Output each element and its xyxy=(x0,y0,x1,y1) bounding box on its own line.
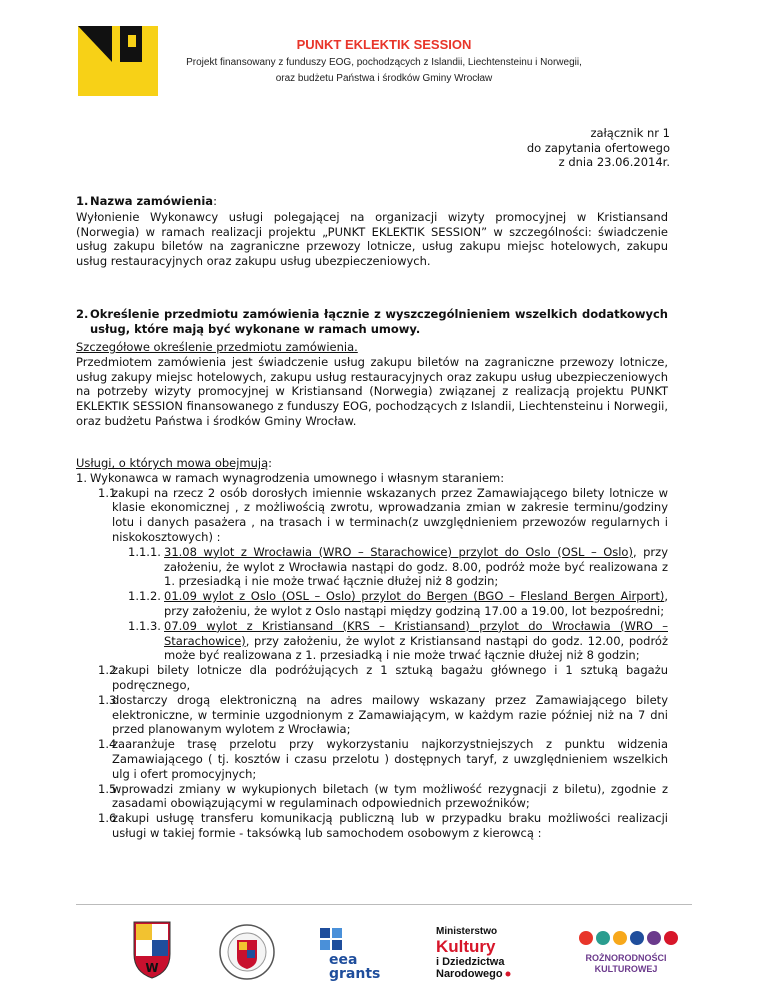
section-2 xyxy=(76,307,668,337)
grants-text: grants xyxy=(329,966,381,982)
flight-2-number: 1.1.2. xyxy=(128,589,161,604)
services-heading: Usługi, o których mowa obejmują xyxy=(76,456,269,470)
promo-line-2: KULTUROWEJ xyxy=(594,964,658,974)
project-title: PUNKT EKLEKTIK SESSION xyxy=(296,37,472,52)
section-1-heading: Nazwa zamówienia xyxy=(90,194,214,208)
item-1-3-text: dostarczy drogą elektroniczną na adres mailowy wskazany przez Zamawiającego bilety elektroniczne, w terminie uzgodnionym z Zamawiającym, w każdym razie później niż na 7 dni przed planowanym wylotem z Wrocławia; xyxy=(112,692,668,737)
flight-3-details: , przy założeniu, że wylot z Kristiansand nastąpi do godz. 12.00, podróż może być realizowana z 1. przesiadką i nie może trwać łącznie dłużej niż 8 godzin; xyxy=(164,633,668,663)
list-item xyxy=(128,545,668,589)
funding-line-1: Projekt finansowany z funduszy EOG, pochodzących z Islandii, Liechtensteinu i Norwegii, xyxy=(186,57,582,68)
eea-grants-logo xyxy=(320,928,380,982)
item-1-3-number: 1.3 xyxy=(98,692,117,707)
ministry-of-culture-logo xyxy=(436,926,511,980)
cultural-diversity-logo xyxy=(579,931,678,974)
section-1-number: 1. xyxy=(76,194,89,208)
ministry-line-2: Kultury xyxy=(436,937,496,956)
promo-line-1: ROŻNORODNOŚCI xyxy=(585,953,667,963)
services-colon: : xyxy=(268,456,273,470)
flight-3-route: 07.09 wylot z Kristiansand (KRS – Kristiansand) przylot do Wrocławia (WRO – Starachowice) xyxy=(164,618,668,648)
section-2-number: 2. xyxy=(76,307,89,321)
item-1-6-text: zakupi usługę transferu komunikacją publiczną lub w przypadku braku możliwości realizacji usługi w takiej formie - taksówką lub samochodem osobowym z kierowcą : xyxy=(112,811,668,840)
svg-text:W: W xyxy=(145,961,159,975)
item-1-2-text: zakupi bilety lotnicze dla podróżujących z 1 sztuką bagażu głównego i 1 sztuką bagażu podręcznego, xyxy=(112,663,668,692)
list-item xyxy=(128,619,668,663)
ministry-line-1: Ministerstwo xyxy=(436,926,498,937)
item-1-5-number: 1.5 xyxy=(98,781,117,796)
list-item xyxy=(98,693,668,737)
round-seal-logo xyxy=(220,925,274,979)
flight-1-route: 31.08 wylot z Wrocławia (WRO – Starachowice) przylot do Oslo (OSL – Oslo) xyxy=(164,544,633,559)
ministry-line-4: Narodowego xyxy=(436,968,503,980)
item-1-number: 1. xyxy=(76,470,87,485)
flight-2-details: , przy założeniu, że wylot z Oslo nastąpi między godziną 17.00 a 19.00, lot bezpośredni; xyxy=(164,589,668,618)
section-1-colon: : xyxy=(213,194,217,208)
ministry-line-3: i Dziedzictwa xyxy=(436,956,505,968)
section-1-body: Wyłonienie Wykonawcy usługi polegającej na organizacji wizyty promocyjnej w Kristiansand (Norwegia) w ramach realizacji projektu „PUNKT EKLEKTIK SESSION” w szczególności: świadczenie usług zakupu biletów na zagraniczne przewozy lotnicze, usług zakupu miejsc hotelowych, zakupu usług restauracyjnych oraz zakupu usług ubezpieczeniowych. xyxy=(76,209,668,269)
list-item xyxy=(98,486,668,545)
item-1-2-number: 1.2 xyxy=(98,663,117,678)
annex-line-3: z dnia 23.06.2014r. xyxy=(558,155,670,169)
footer-logos xyxy=(0,914,768,984)
list-item xyxy=(98,811,668,841)
eea-text: eea xyxy=(329,952,358,968)
list-item xyxy=(98,737,668,781)
sub-body: Przedmiotem zamówienia jest świadczenie usług zakupu biletów na zagraniczne przewozy lotnicze, usług zakupy miejsc hotelowych, zakupu usług restauracyjnych oraz zakupu usług ubezpieczeniowych na potrzeby wizyty promocyjnej w Kristiansand (Norwegia) związanej z realizacją projektu PUNKT EKLEKTIK SESSION finansowanego z funduszy EOG, pochodzących z Islandii, Liechtensteinu i Norwegii, oraz budżetu Państwa i środków Gminy Wrocław. xyxy=(76,354,668,428)
item-1-1-text: zakupi na rzecz 2 osób dorosłych imiennie wskazanych przez Zamawiającego bilety lotnicze w klasie ekonomicznej , z możliwością zwrotu, wprowadzania zmian w zakresie terminu/godziny lotu i danych pasażera , na trasach i w terminach(z uwzględnieniem przewozów regularnych i niskokosztowych) : xyxy=(112,485,668,544)
footer-divider xyxy=(76,904,692,905)
detailed-description xyxy=(76,340,668,429)
flight-1-details: , przy założeniu, że wylot z Wrocławia nastąpi do godz. 8.00, podróż może być realizowana z 1. przesiadką i nie może trwać łącznie dłużej niż 8 godzin; xyxy=(164,544,668,589)
annex-line-1: załącznik nr 1 xyxy=(590,126,670,140)
funding-line-2: oraz budżetu Państwa i środków Gminy Wrocław xyxy=(275,73,493,84)
section-2-heading: Określenie przedmiotu zamówienia łącznie z wyszczególnieniem wszelkich dodatkowych usług, które mają być wykonane w ramach umowy. xyxy=(90,307,668,336)
item-1-5-text: wprowadzi zmiany w wykupionych biletach (w tym możliwość rezygnacji z biletu), zgodnie z zasadami obowiązującymi w regulaminach odpowiednich przewoźników; xyxy=(112,781,668,811)
annex-info xyxy=(527,126,670,170)
section-1 xyxy=(76,194,668,269)
flight-3-number: 1.1.3. xyxy=(128,618,161,633)
item-1-1-number: 1.1 xyxy=(98,485,117,500)
item-1-text: Wykonawca w ramach wynagrodzenia umownego i własnym staraniem: xyxy=(90,470,505,485)
item-1-4-number: 1.4 xyxy=(98,737,117,752)
wroclaw-coat-of-arms-logo xyxy=(134,922,170,978)
annex-line-2: do zapytania ofertowego xyxy=(526,140,670,155)
flight-1-number: 1.1.1. xyxy=(128,544,161,559)
item-1-4-text: zaaranżuje trasę przelotu przy wykorzystaniu najkorzystniejszych z punktu widzenia Zamawiającego ( tj. kosztów i czasu przelotu ) dostępnych taryf, z uwzględnieniem wszelkich ulg i ofert promocyjnych; xyxy=(112,737,668,781)
list-item xyxy=(98,663,668,693)
flight-2-route: 01.09 wylot z Oslo (OSL – Oslo) przylot do Bergen (BGO – Flesland Bergen Airport) xyxy=(164,589,665,604)
item-1-6-number: 1.6 xyxy=(98,811,117,826)
list-item xyxy=(76,471,668,486)
list-item xyxy=(128,589,668,619)
services-list xyxy=(76,456,668,841)
sub-heading: Szczegółowe określenie przedmiotu zamówienia. xyxy=(76,340,358,354)
list-item xyxy=(98,782,668,812)
